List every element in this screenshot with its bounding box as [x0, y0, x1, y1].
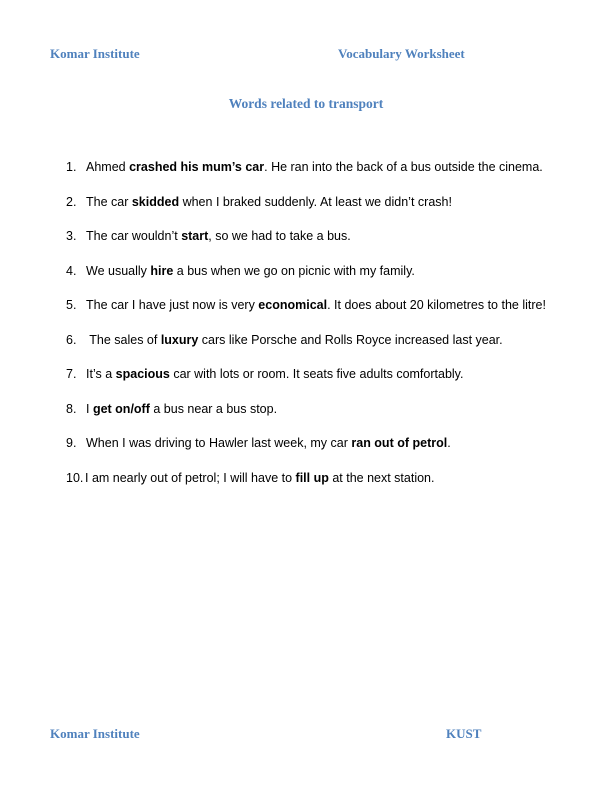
- item-text-after: a bus near a bus stop.: [149, 401, 278, 416]
- item-number: 5.: [66, 298, 77, 312]
- header-institute-name: Komar Institute: [50, 46, 140, 61]
- item-number: 3.: [66, 229, 77, 243]
- item-number: 9.: [66, 436, 77, 450]
- item-vocabulary-term: skidded: [131, 194, 180, 209]
- list-item: [66, 331, 546, 366]
- item-number: 10.: [66, 470, 84, 485]
- item-text-after: at the next station.: [328, 470, 435, 485]
- item-number: 7.: [66, 367, 77, 381]
- item-text-before: The sales of: [86, 332, 161, 347]
- item-text-before: I am nearly out of petrol; I will have to: [85, 470, 296, 485]
- footer-university-name: KUST: [446, 726, 482, 741]
- item-number: 4.: [66, 263, 77, 278]
- page-title: Words related to transport: [228, 96, 384, 111]
- item-number: 1.: [66, 160, 77, 174]
- header-document-type: Vocabulary Worksheet: [338, 46, 465, 61]
- list-item: [66, 227, 546, 262]
- item-vocabulary-term: start: [181, 229, 209, 243]
- footer-institute-name: Komar Institute: [50, 726, 140, 741]
- item-text-after: .: [447, 436, 451, 450]
- item-vocabulary-term: hire: [150, 263, 174, 278]
- item-number: 6.: [66, 332, 77, 347]
- item-text-after: a bus when we go on picnic with my family.: [173, 263, 415, 278]
- item-text-before: It’s a: [86, 367, 116, 381]
- item-text-after: when I braked suddenly. At least we didn’t crash!: [179, 194, 452, 209]
- list-item: [66, 365, 546, 400]
- list-item: [66, 158, 546, 193]
- item-text-before: The car wouldn’t: [86, 229, 182, 243]
- list-item: [66, 193, 546, 228]
- item-vocabulary-term: luxury: [160, 332, 199, 347]
- item-text-before: We usually: [86, 263, 151, 278]
- item-vocabulary-term: ran out of petrol: [351, 436, 448, 450]
- item-number: 8.: [66, 401, 77, 416]
- item-vocabulary-term: get on/off: [92, 401, 150, 416]
- list-item: [66, 434, 546, 469]
- item-text-after: . He ran into the back of a bus outside the cinema.: [264, 160, 543, 174]
- item-text-before: I: [86, 401, 93, 416]
- item-vocabulary-term: spacious: [115, 367, 170, 381]
- item-text-after: , so we had to take a bus.: [208, 229, 351, 243]
- sentence-list: [66, 158, 546, 503]
- item-vocabulary-term: economical: [258, 298, 328, 312]
- item-vocabulary-term: fill up: [295, 470, 329, 485]
- item-text-before: The car I have just now is very: [86, 298, 259, 312]
- item-number: 2.: [66, 194, 77, 209]
- list-item: [66, 262, 546, 297]
- item-text-before: When I was driving to Hawler last week, my car: [86, 436, 352, 450]
- item-vocabulary-term: crashed his mum’s car: [129, 160, 265, 174]
- item-text-after: car with lots or room. It seats five adults comfortably.: [169, 367, 464, 381]
- list-item: [66, 296, 546, 331]
- item-text-before: Ahmed: [86, 160, 130, 174]
- list-item: [66, 400, 546, 435]
- item-text-after: cars like Porsche and Rolls Royce increased last year.: [198, 332, 503, 347]
- item-text-after: . It does about 20 kilometres to the litre!: [327, 298, 546, 312]
- list-item: [66, 469, 546, 504]
- item-text-before: The car: [86, 194, 132, 209]
